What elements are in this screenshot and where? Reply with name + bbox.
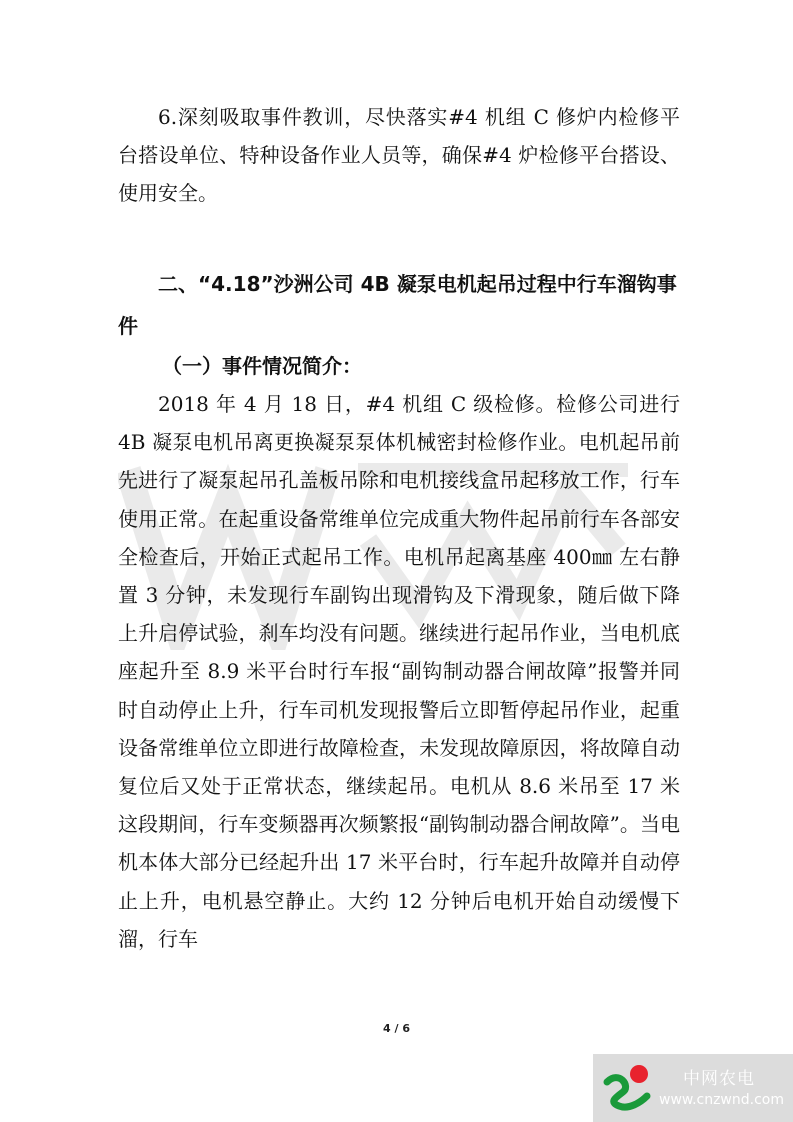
item-6-text: 6.深刻吸取事件教训，尽快落实#4 机组 C 修炉内检修平台搭设单位、特种设备作业人员等，确保#4 炉检修平台搭设、使用安全。 (118, 105, 680, 206)
subsection-1-title: （一）事件情况简介： (162, 354, 362, 378)
incident-paragraph: 2018 年 4 月 18 日，#4 机组 C 级检修。检修公司进行 4B 凝泵电机吊离更换凝泵泵体机械密封检修作业。电机起吊前先进行了凝泵起吊孔盖板吊除和电机接线盒吊起移放工作，行车使用正常。在起重设备常维单位完成重大物件起吊前行车各部安全检查后，开始正式起吊工作。电机吊起离基座 400㎜ 左右静置 3 分钟，未发现行车副钩出现滑钩及下滑现象，随后做下降上升启停试验，刹车均没有问题。继续进行起吊作业，当电机底座起升至 8.9 米平台时行车报“副钩制动器合闸故障”报警并同时自动停止上升，行车司机发现报警后立即暂停起吊作业，起重设备常维单位立即进行故障检查，未发现故障原因，将故障自动复位后又处于正常状态，继续起吊。电机从 8.6 米吊至 17 米这段期间，行车变频器再次频繁报“副钩制动器合闸故障”。当电机本体大部分已经起升出 17 米平台时，行车起升故障并自动停止上升，电机悬空静止。大约 12 分钟后电机开始自动缓慢下溜，行车 (118, 392, 680, 951)
section-2-title: 二、“4.18”沙洲公司 4B 凝泵电机起吊过程中行车溜钩事件 (118, 272, 677, 338)
brand-name: 中网农电 (683, 1069, 755, 1089)
brand-badge (593, 1054, 793, 1122)
brand-logo-icon (601, 1062, 653, 1114)
page-number: 4 / 6 (383, 1022, 410, 1035)
item-6 (118, 98, 680, 213)
subsection-1 (118, 347, 680, 385)
brand-url: www.cnzwnd.com (659, 1092, 784, 1108)
incident-description (118, 385, 680, 958)
section-2 (118, 263, 680, 347)
